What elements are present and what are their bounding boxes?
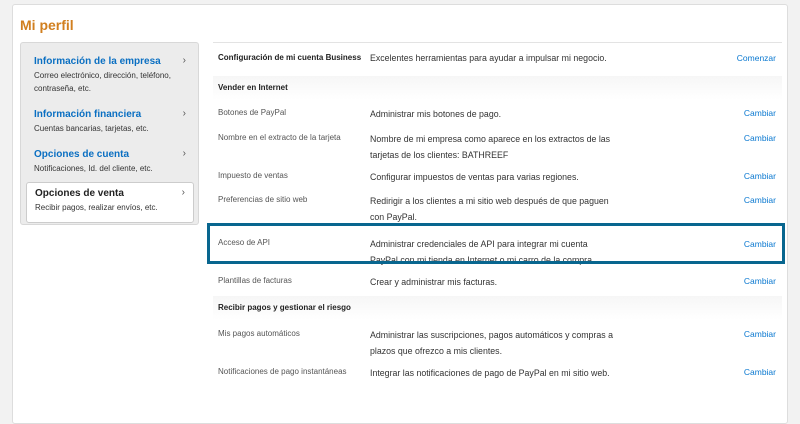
sidebar-item-desc: Cuentas bancarias, tarjetas, etc.: [34, 124, 149, 133]
sidebar-item-desc: Recibir pagos, realizar envíos, etc.: [35, 203, 158, 212]
row-desc: Configurar impuestos de ventas para varias regiones.: [370, 172, 579, 182]
row-desc: Redirigir a los clientes a mi sitio web después de que paguen con PayPal.: [370, 196, 609, 222]
chevron-right-icon: ›: [182, 108, 186, 119]
sidebar-item-heading: Opciones de cuenta: [34, 149, 130, 160]
row-desc: Nombre de mi empresa como aparece en los extractos de las tarjetas de los clientes: BATHREEF: [370, 134, 611, 160]
cambiar-link[interactable]: Cambiar: [743, 367, 776, 377]
section-header: Vender en Internet: [213, 76, 782, 100]
cambiar-link[interactable]: Cambiar: [743, 276, 776, 286]
row-desc: Administrar credenciales de API para integrar mi cuenta PayPal con mi tienda en Internet o mi carro de la compra.: [370, 239, 595, 265]
table-row: [213, 43, 782, 76]
table-row: [213, 358, 782, 398]
sidebar-item-heading: Información financiera: [34, 109, 142, 120]
page-title: Mi perfil: [20, 17, 74, 33]
sidebar-item-account-options[interactable]: [26, 148, 194, 175]
chevron-right-icon: ›: [181, 187, 185, 198]
row-label: Notificaciones de pago instantáneas: [218, 367, 347, 376]
row-label: Preferencias de sitio web: [218, 195, 308, 204]
sidebar: [20, 42, 199, 225]
row-label: Botones de PayPal: [218, 108, 287, 117]
sidebar-item-desc: Notificaciones, Id. del cliente, etc.: [34, 164, 153, 173]
table-row: [213, 269, 782, 296]
row-desc: Excelentes herramientas para ayudar a impulsar mi negocio.: [370, 53, 607, 63]
row-label: Mis pagos automáticos: [218, 329, 300, 338]
row-label: Impuesto de ventas: [218, 171, 288, 180]
row-label: Acceso de API: [218, 238, 271, 247]
cambiar-link[interactable]: Cambiar: [743, 239, 776, 249]
cambiar-link[interactable]: Cambiar: [743, 171, 776, 181]
row-desc: Administrar las suscripciones, pagos automáticos y compras a plazos que ofrezco a mis clientes.: [370, 330, 613, 356]
row-desc: Integrar las notificaciones de pago de PayPal en mi sitio web.: [370, 368, 610, 378]
sidebar-item-sale-options[interactable]: [26, 182, 194, 223]
api-access-highlight: [207, 223, 785, 264]
table-row: [213, 100, 782, 125]
cambiar-link[interactable]: Cambiar: [743, 195, 776, 205]
chevron-right-icon: ›: [182, 148, 186, 159]
sidebar-item-heading: Opciones de venta: [35, 188, 124, 199]
table-row: [213, 188, 782, 228]
row-label: Configuración de mi cuenta Business: [218, 53, 362, 62]
settings-table: [213, 42, 782, 398]
cambiar-link[interactable]: Cambiar: [743, 133, 776, 143]
comenzar-link[interactable]: Comenzar: [736, 53, 776, 63]
section-header: Recibir pagos y gestionar el riesgo: [213, 296, 782, 320]
sidebar-item-heading: Información de la empresa: [34, 56, 161, 67]
table-row: [213, 163, 782, 188]
cambiar-link[interactable]: Cambiar: [743, 329, 776, 339]
sidebar-item-company-info[interactable]: [26, 55, 194, 95]
table-row: [213, 320, 782, 358]
table-row: [213, 125, 782, 163]
sidebar-item-desc: Correo electrónico, dirección, teléfono, contraseña, etc.: [34, 71, 171, 93]
row-label: Plantillas de facturas: [218, 276, 292, 285]
chevron-right-icon: ›: [182, 55, 186, 66]
cambiar-link[interactable]: Cambiar: [743, 108, 776, 118]
row-desc: Administrar mis botones de pago.: [370, 109, 502, 119]
row-label: Nombre en el extracto de la tarjeta: [218, 133, 341, 142]
sidebar-item-financial-info[interactable]: [26, 108, 194, 135]
row-desc: Crear y administrar mis facturas.: [370, 277, 498, 287]
